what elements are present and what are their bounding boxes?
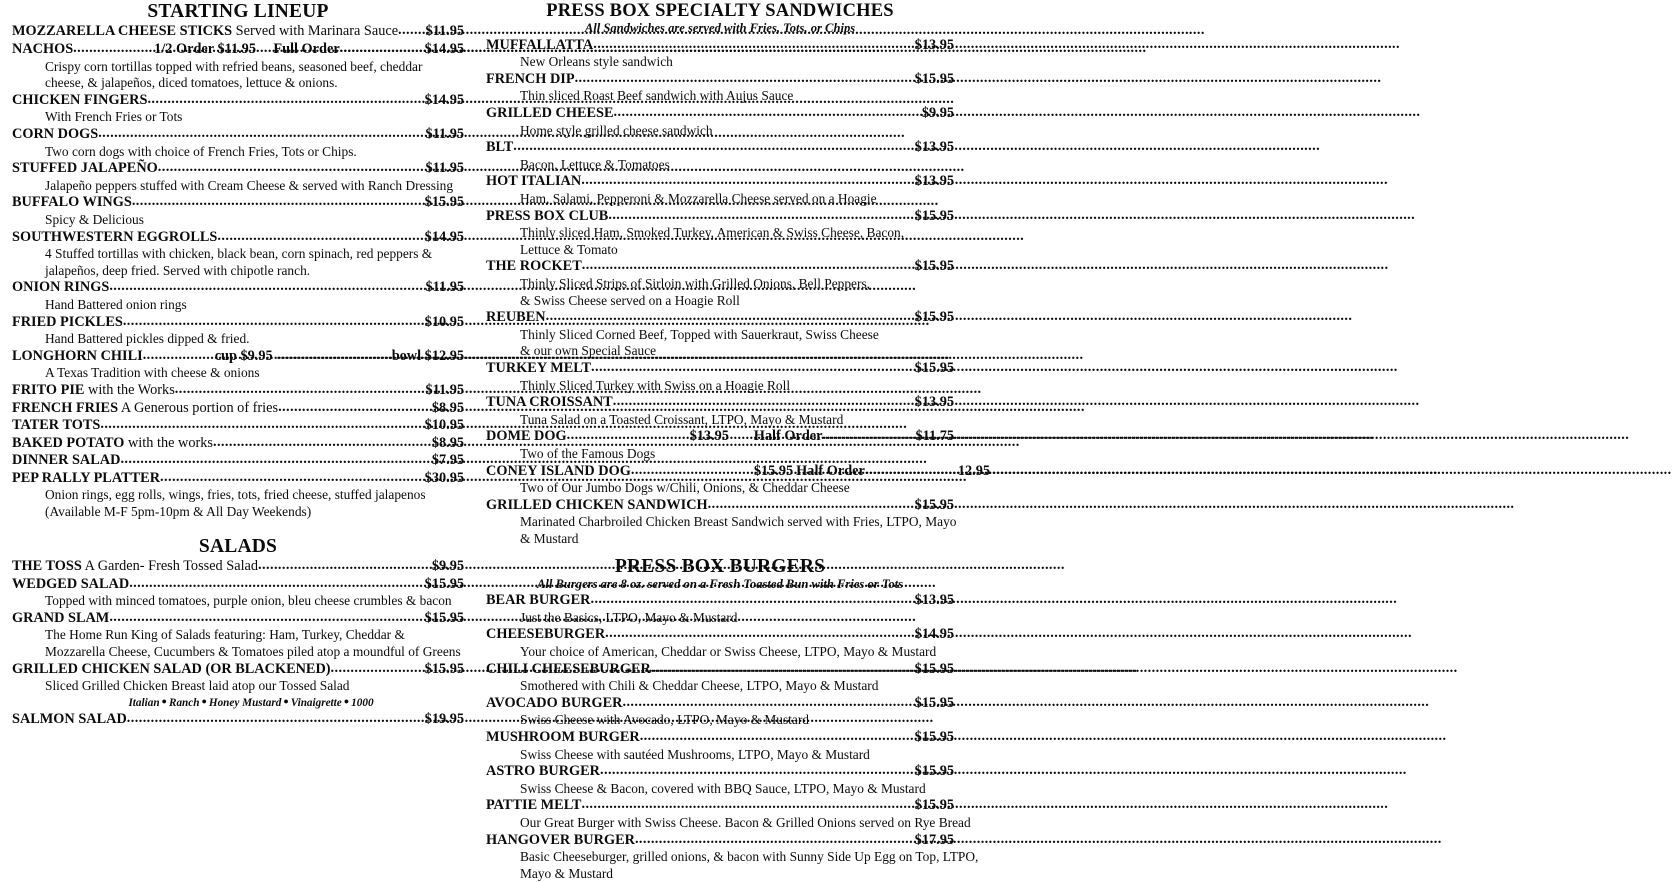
menu-item-name: CHICKEN FINGERS bbox=[12, 91, 148, 108]
menu-item-name: THE TOSS A Garden- Fresh Tossed Salad bbox=[12, 558, 259, 575]
menu-item bbox=[12, 610, 464, 661]
leader-dots bbox=[160, 469, 424, 487]
menu-item-row bbox=[486, 428, 954, 446]
menu-item bbox=[486, 695, 954, 729]
menu-item-name: NACHOS bbox=[12, 41, 74, 58]
menu-item-description: New Orleans style sandwich bbox=[520, 54, 673, 70]
menu-item-name: BEAR BURGER bbox=[486, 592, 591, 609]
menu-item-price: $15.95 bbox=[424, 660, 464, 677]
menu-item-name: CHILI CHEESEBURGER bbox=[486, 660, 651, 677]
menu-item-price: $30.95 bbox=[424, 469, 464, 486]
menu-item-price: bowl $12.95 bbox=[391, 347, 464, 364]
menu-item-price: $19.95 bbox=[424, 711, 464, 728]
menu-item-description: A Texas Tradition with cheese & onions bbox=[45, 365, 260, 381]
menu-item-price: $13.95 bbox=[914, 592, 954, 609]
menu-item-description: (Available M-F 5pm-10pm & All Day Weekends) bbox=[45, 504, 312, 520]
leader-dots bbox=[278, 399, 431, 417]
menu-item-price: $15.95 bbox=[424, 194, 464, 211]
menu-item-price: $13.95 bbox=[914, 36, 954, 53]
menu-item-description: Tuna Salad on a Toasted Croissant, LTPO, Mayo & Mustard bbox=[520, 411, 844, 427]
menu-item-name: CHEESEBURGER bbox=[486, 626, 606, 643]
leader-dots bbox=[158, 159, 425, 177]
menu-item-price: $15.95 bbox=[914, 660, 954, 677]
menu-item bbox=[486, 797, 971, 831]
menu-item-description: Topped with minced tomatoes, purple onion, bleu cheese crumbles & bacon bbox=[45, 593, 452, 609]
menu-item bbox=[12, 194, 464, 228]
menu-item-name: PEP RALLY PLATTER bbox=[12, 469, 161, 486]
leader-dots bbox=[582, 257, 914, 275]
menu-item bbox=[486, 258, 954, 309]
menu-item-row bbox=[12, 417, 464, 435]
menu-item-price: $13.95 bbox=[914, 394, 954, 411]
leader-dots bbox=[605, 625, 914, 643]
menu-item bbox=[486, 360, 954, 394]
menu-item bbox=[486, 626, 954, 660]
leader-dots bbox=[622, 694, 913, 712]
menu-item bbox=[486, 592, 954, 626]
menu-item-price-first: 1/2 Order $11.95 bbox=[154, 41, 256, 58]
leader-dots bbox=[147, 91, 423, 109]
menu-item-name: GRAND SLAM bbox=[12, 609, 110, 626]
menu-item-row bbox=[486, 309, 954, 327]
menu-item-name: REUBEN bbox=[486, 309, 546, 326]
leader-dots bbox=[129, 575, 423, 593]
menu-item bbox=[12, 558, 464, 576]
leader-dots bbox=[143, 347, 211, 365]
menu-item-row bbox=[12, 194, 464, 212]
menu-item-price: $15.95 bbox=[914, 763, 954, 780]
menu-item-description: Just the Basics, LTPO, Mayo & Mustard bbox=[520, 609, 738, 625]
menu-item bbox=[12, 41, 464, 92]
leader-dots bbox=[593, 36, 913, 54]
menu-item-price: $15.95 bbox=[424, 575, 464, 592]
menu-item-row bbox=[486, 173, 954, 191]
menu-item-description: Thinly sliced Ham, Smoked Turkey, American & Swiss Cheese, Bacon, bbox=[520, 225, 905, 241]
menu-item-row bbox=[12, 470, 464, 488]
menu-item-price: $15.95 bbox=[914, 496, 954, 513]
leader-dots bbox=[575, 70, 914, 88]
menu-item bbox=[12, 382, 464, 400]
leader-dots bbox=[651, 660, 914, 678]
leader-dots bbox=[591, 359, 914, 377]
leader-dots bbox=[513, 138, 913, 156]
menu-item-row bbox=[486, 695, 954, 713]
menu-item-description: Thinly Sliced Strips of Sirloin with Grilled Onions, Bell Peppers, bbox=[520, 275, 871, 291]
menu-item-row bbox=[486, 360, 954, 378]
menu-item-description: jalapeños, deep fried. Served with chipotle ranch. bbox=[45, 262, 311, 278]
menu-item-row bbox=[12, 314, 464, 332]
menu-item-row bbox=[486, 797, 954, 815]
menu-item-price: $14.95 bbox=[424, 91, 464, 108]
menu-item-row bbox=[486, 626, 954, 644]
menu-item bbox=[12, 661, 464, 712]
menu-item-row bbox=[12, 610, 464, 628]
menu-item-second-label: Full Order bbox=[273, 41, 340, 58]
menu-item-name: MUFFALLATTA bbox=[486, 36, 594, 53]
menu-item bbox=[12, 92, 464, 126]
leader-dots bbox=[277, 347, 391, 365]
menu-item-row bbox=[486, 462, 991, 481]
section-title: STARTING LINEUP bbox=[147, 1, 329, 22]
menu-item-row bbox=[486, 592, 954, 610]
menu-item-price: $11.75 bbox=[915, 428, 954, 445]
menu-item-row bbox=[12, 400, 464, 418]
leader-dots bbox=[608, 207, 913, 225]
leader-dots bbox=[614, 104, 921, 122]
menu-item bbox=[486, 661, 954, 695]
menu-item-row bbox=[486, 661, 954, 679]
menu-item-name: FRITO PIE with the Works bbox=[12, 381, 175, 398]
menu-item-row bbox=[12, 558, 464, 576]
menu-item-description: 4 Stuffed tortillas with chicken, black bean, corn spinach, red peppers & bbox=[45, 246, 433, 262]
menu-item-row bbox=[486, 105, 954, 123]
menu-item-row bbox=[12, 348, 464, 366]
menu-item-price: $10.95 bbox=[424, 313, 464, 330]
menu-item-price: $11.95 bbox=[425, 23, 464, 40]
menu-item-description: Swiss Cheese & Bacon, covered with BBQ Sauce, LTPO, Mayo & Mustard bbox=[520, 780, 926, 796]
menu-item-price: $13.95 bbox=[914, 139, 954, 156]
menu-item bbox=[486, 139, 954, 173]
menu-item-row bbox=[12, 279, 464, 297]
leader-dots bbox=[613, 393, 914, 411]
menu-item-description: Basic Cheeseburger, grilled onions, & bacon with Sunny Side Up Egg on Top, LTPO, bbox=[520, 849, 979, 865]
salad-dressings-list bbox=[12, 695, 464, 712]
menu-item-description: Two corn dogs with choice of French Fries, Tots or Chips. bbox=[45, 143, 357, 159]
menu-item-description: Crispy corn tortillas topped with refried beans, seasoned beef, cheddar bbox=[45, 58, 423, 74]
menu-item-price: $14.95 bbox=[424, 41, 464, 58]
leader-dots bbox=[109, 278, 424, 296]
menu-item-row bbox=[12, 160, 464, 178]
menu-item bbox=[12, 348, 464, 382]
menu-item bbox=[486, 71, 954, 105]
menu-item-row bbox=[486, 139, 954, 157]
menu-item-name: GRILLED CHICKEN SALAD (OR BLACKENED) bbox=[12, 660, 331, 677]
menu-item-name: WEDGED SALAD bbox=[12, 575, 130, 592]
menu-item-row bbox=[486, 497, 954, 515]
menu-item-name-detail: A Generous portion of fries bbox=[118, 399, 279, 416]
leader-dots bbox=[590, 591, 913, 609]
leader-dots bbox=[132, 193, 424, 211]
menu-item-name: BLT bbox=[486, 139, 514, 156]
menu-item-name: GRILLED CHICKEN SANDWICH bbox=[486, 496, 708, 513]
section-subtitle: All Sandwiches are served with Fries, Tots, or Chips bbox=[584, 21, 856, 36]
leader-dots bbox=[120, 451, 430, 469]
menu-item bbox=[486, 763, 954, 797]
dressing-option: Ranch bbox=[168, 696, 200, 709]
menu-item-row bbox=[12, 126, 464, 144]
leader-dots bbox=[581, 172, 913, 190]
menu-item-price: $11.95 bbox=[425, 126, 464, 143]
menu-item-price: $15.95 bbox=[424, 609, 464, 626]
menu-item-name: FRENCH DIP bbox=[486, 70, 575, 87]
menu-item-name: CONEY ISLAND DOG bbox=[486, 462, 631, 479]
menu-item-name: FRENCH FRIES A Generous portion of fries bbox=[12, 399, 279, 416]
menu-item-name: TUNA CROISSANT bbox=[486, 394, 613, 411]
menu-item bbox=[486, 496, 957, 548]
dressing-option: Vinaigrette bbox=[290, 696, 342, 709]
bullet-separator-icon: ● bbox=[283, 695, 289, 706]
menu-item-row bbox=[486, 37, 954, 55]
menu-item-price: $15.95 bbox=[914, 309, 954, 326]
menu-item-row bbox=[486, 258, 954, 276]
menu-item-price: $11.95 bbox=[425, 381, 464, 398]
leader-dots bbox=[822, 427, 914, 445]
menu-item-description: Two of the Famous Dogs bbox=[520, 445, 656, 461]
menu-item bbox=[12, 160, 464, 194]
menu-item-row bbox=[486, 71, 954, 89]
menu-item-price: $8.95 bbox=[431, 399, 464, 416]
menu-item-name: DINNER SALAD bbox=[12, 452, 121, 469]
menu-item-name: STUFFED JALAPEÑO bbox=[12, 160, 158, 177]
menu-item-price: $9.95 bbox=[921, 105, 954, 122]
menu-item-description: Our Great Burger with Swiss Cheese. Bacon & Grilled Onions served on Rye Bread bbox=[520, 814, 971, 830]
menu-item bbox=[12, 711, 464, 729]
menu-item bbox=[486, 208, 954, 259]
leader-dots bbox=[567, 427, 687, 445]
leader-dots bbox=[98, 125, 424, 143]
menu-item-description: Ham, Salami, Pepperoni & Mozzarella Cheese served on a Hoagie bbox=[520, 190, 877, 206]
menu-item-description: Spicy & Delicious bbox=[45, 211, 144, 227]
menu-item bbox=[12, 576, 464, 610]
bullet-separator-icon: ● bbox=[343, 695, 350, 706]
dressing-option: Italian bbox=[128, 696, 160, 709]
menu-item-description: Smothered with Chili & Cheddar Cheese, LTPO, Mayo & Mustard bbox=[520, 678, 879, 694]
menu-item-row bbox=[12, 435, 464, 453]
menu-item-row bbox=[486, 394, 954, 412]
menu-item bbox=[12, 417, 464, 435]
dressing-option: Honey Mustard bbox=[208, 696, 282, 709]
menu-column-right bbox=[478, 0, 991, 881]
menu-item-price: $7.95 bbox=[431, 452, 464, 469]
menu-item bbox=[486, 37, 954, 71]
menu-item-row bbox=[12, 661, 464, 679]
menu-item-row bbox=[486, 729, 954, 747]
menu-item bbox=[486, 309, 954, 360]
menu-item-price: 12.95 bbox=[957, 462, 991, 479]
menu-item bbox=[486, 462, 991, 497]
menu-item-name: HANGOVER BURGER bbox=[486, 831, 635, 848]
menu-item-name: MOZZARELLA CHEESE STICKS Served with Marinara Sauce bbox=[12, 23, 399, 40]
bullet-separator-icon: ● bbox=[161, 695, 167, 706]
menu-item-description: Hand Battered pickles dipped & fried. bbox=[45, 331, 250, 347]
leader-dots bbox=[340, 40, 424, 58]
menu-item bbox=[486, 428, 954, 462]
menu-item-price: $15.95 bbox=[914, 728, 954, 745]
menu-item-description: Thinly Sliced Corned Beef, Topped with Sauerkraut, Swiss Cheese bbox=[520, 326, 879, 342]
menu-item-description: The Home Run King of Salads featuring: Ham, Turkey, Cheddar & bbox=[45, 627, 405, 643]
menu-item bbox=[12, 470, 464, 521]
bullet-separator-icon: ● bbox=[201, 695, 207, 706]
menu-item-description: cheese, & jalapeños, diced tomatoes, lettuce & onions. bbox=[45, 75, 338, 91]
menu-column-left bbox=[0, 0, 478, 728]
menu-item-price: $9.95 bbox=[431, 558, 464, 575]
menu-item-description: Swiss Cheese with Avocado, LTPO, Mayo & Mustard bbox=[520, 712, 810, 728]
leader-dots bbox=[600, 762, 914, 780]
leader-dots bbox=[258, 557, 431, 575]
menu-item bbox=[12, 435, 464, 453]
menu-item-name: HOT ITALIAN bbox=[486, 173, 582, 190]
menu-item-price-first: $13.95 bbox=[689, 428, 729, 445]
menu-item-name-detail: with the works bbox=[124, 434, 213, 451]
menu-item bbox=[486, 173, 954, 207]
leader-dots bbox=[708, 496, 914, 514]
menu-item-name: MUSHROOM BURGER bbox=[486, 728, 640, 745]
menu-item-description: Jalapeño peppers stuffed with Cream Cheese & served with Ranch Dressing bbox=[45, 177, 454, 193]
menu-item-description: Thinly Sliced Turkey with Swiss on a Hoagie Roll bbox=[520, 377, 791, 393]
menu-item-name: ASTRO BURGER bbox=[486, 763, 600, 780]
menu-item-price: $10.95 bbox=[424, 417, 464, 434]
menu-item-description: Bacon, Lettuce & Tomatoes bbox=[520, 156, 670, 172]
menu-item bbox=[12, 23, 464, 41]
menu-item-description: Sliced Grilled Chicken Breast laid atop our Tossed Salad bbox=[45, 678, 350, 694]
menu-item-price: $11.95 bbox=[425, 160, 464, 177]
menu-item-name-detail: with the Works bbox=[84, 381, 175, 398]
dressing-option: 1000 bbox=[351, 696, 374, 709]
menu-item-name-detail: A Garden- Fresh Tossed Salad bbox=[81, 558, 259, 575]
menu-item-price: $15.95 bbox=[914, 694, 954, 711]
menu-item-description: & Mustard bbox=[520, 530, 579, 546]
menu-item-description: With French Fries or Tots bbox=[45, 109, 183, 125]
menu-item-row bbox=[486, 208, 954, 226]
menu-item-price: $14.95 bbox=[914, 626, 954, 643]
menu-item bbox=[486, 394, 954, 428]
menu-item-name: TATER TOTS bbox=[12, 417, 101, 434]
menu-item bbox=[486, 105, 954, 139]
menu-item-row bbox=[486, 832, 954, 850]
leader-dots bbox=[217, 228, 423, 246]
section-title: PRESS BOX SPECIALTY SANDWICHES bbox=[546, 1, 894, 21]
menu-item-price: $17.95 bbox=[914, 831, 954, 848]
leader-dots bbox=[213, 434, 431, 452]
menu-item-row bbox=[12, 41, 464, 59]
leader-dots bbox=[865, 462, 957, 480]
menu-item bbox=[12, 314, 464, 348]
section-title: SALADS bbox=[198, 535, 278, 557]
menu-item-price: $15.95 bbox=[914, 258, 954, 275]
menu-item-name: THE ROCKET bbox=[486, 258, 582, 275]
menu-item-row bbox=[12, 382, 464, 400]
menu-item-row bbox=[12, 452, 464, 470]
leader-dots bbox=[109, 609, 423, 627]
menu-item-name: GRILLED CHEESE bbox=[486, 105, 614, 122]
menu-item-name: BUFFALO WINGS bbox=[12, 194, 132, 211]
menu-item-description: & Swiss Cheese served on a Hoagie Roll bbox=[520, 292, 740, 308]
menu-item-description: Your choice of American, Cheddar or Swiss Cheese, LTPO, Mayo & Mustard bbox=[520, 643, 937, 659]
menu-item bbox=[12, 452, 464, 470]
menu-item-name: BAKED POTATO with the works bbox=[12, 434, 213, 451]
menu-item bbox=[12, 229, 464, 280]
menu-item-name: DOME DOG bbox=[486, 428, 567, 445]
leader-dots bbox=[73, 40, 151, 58]
menu-item-name: SALMON SALAD bbox=[12, 711, 127, 728]
menu-item-name: TURKEY MELT bbox=[486, 359, 591, 376]
menu-item-name: PATTIE MELT bbox=[486, 797, 582, 814]
menu-item-description: Marinated Charbroiled Chicken Breast Sandwich served with Fries, LTPO, Mayo bbox=[520, 514, 957, 530]
menu-item-price: $8.95 bbox=[431, 434, 464, 451]
leader-dots bbox=[398, 22, 424, 40]
menu-item-description: Mozzarella Cheese, Cucumbers & Tomatoes piled atop a moundful of Greens bbox=[45, 644, 461, 660]
menu-item-description: & our own Special Sauce bbox=[520, 343, 657, 359]
leader-dots bbox=[331, 660, 424, 678]
leader-dots bbox=[546, 308, 914, 326]
leader-dots bbox=[100, 416, 423, 434]
menu-item-price-first: $15.95 bbox=[753, 462, 794, 479]
leader-dots bbox=[631, 462, 751, 480]
menu-item-price: $15.95 bbox=[914, 207, 954, 224]
leader-dots bbox=[635, 831, 914, 849]
menu-item-second-label: Half Order bbox=[753, 428, 823, 445]
menu-item-price: $15.95 bbox=[914, 797, 954, 814]
menu-item-row bbox=[12, 229, 464, 247]
menu-item-description: Swiss Cheese with sautéed Mushrooms, LTPO, Mayo & Mustard bbox=[520, 746, 870, 762]
menu-item-description: Onion rings, egg rolls, wings, fries, tots, fried cheese, stuffed jalapenos bbox=[45, 487, 426, 503]
menu-item-price: $15.95 bbox=[914, 359, 954, 376]
menu-item-name: CORN DOGS bbox=[12, 126, 99, 143]
menu-item-second-label: Half Order bbox=[796, 462, 865, 479]
menu-item-price: $13.95 bbox=[914, 173, 954, 190]
menu-item-description: Two of Our Jumbo Dogs w/Chili, Onions, & Cheddar Cheese bbox=[520, 480, 850, 496]
menu-item-name: SOUTHWESTERN EGGROLLS bbox=[12, 228, 218, 245]
menu-item-row bbox=[12, 576, 464, 594]
menu-item-description: Home style grilled cheese sandwich bbox=[520, 122, 713, 138]
section-title: PRESS BOX BURGERS bbox=[614, 555, 826, 577]
leader-dots bbox=[123, 313, 424, 331]
menu-item-name: FRIED PICKLES bbox=[12, 313, 123, 330]
menu-item-description: Lettuce & Tomato bbox=[520, 241, 618, 257]
menu-item-price-first: cup $9.95 bbox=[214, 347, 273, 364]
leader-dots bbox=[127, 710, 424, 728]
menu-item-description: Thin sliced Roast Beef sandwich with Aujus Sauce bbox=[520, 88, 794, 104]
menu-item-description: Mayo & Mustard bbox=[520, 865, 613, 881]
menu-item-name: LONGHORN CHILI bbox=[12, 347, 143, 364]
section-subtitle: All Burgers are 8 oz. served on a Fresh Toasted Bun with Fries or Tots bbox=[536, 576, 904, 591]
menu-item-name: PRESS BOX CLUB bbox=[486, 207, 609, 224]
section-spacer bbox=[12, 521, 464, 537]
menu-item-row bbox=[12, 711, 464, 729]
menu-item-name-detail: Served with Marinara Sauce bbox=[232, 23, 399, 40]
menu-item bbox=[486, 831, 979, 882]
menu-item-price: $11.95 bbox=[425, 279, 464, 296]
menu-item bbox=[12, 126, 464, 160]
menu-item bbox=[12, 279, 464, 313]
menu-item-row bbox=[12, 23, 464, 41]
menu-item bbox=[486, 729, 954, 763]
leader-dots bbox=[175, 381, 425, 399]
menu-item-name: ONION RINGS bbox=[12, 279, 110, 296]
menu-item bbox=[12, 400, 464, 418]
leader-dots bbox=[581, 796, 913, 814]
menu-item-row bbox=[12, 92, 464, 110]
menu-item-description: Hand Battered onion rings bbox=[45, 296, 187, 312]
menu-item-price: $15.95 bbox=[914, 70, 954, 87]
leader-dots bbox=[640, 728, 914, 746]
menu-item-row bbox=[486, 763, 954, 781]
menu-item-price: $14.95 bbox=[424, 228, 464, 245]
menu-item-name: AVOCADO BURGER bbox=[486, 694, 623, 711]
